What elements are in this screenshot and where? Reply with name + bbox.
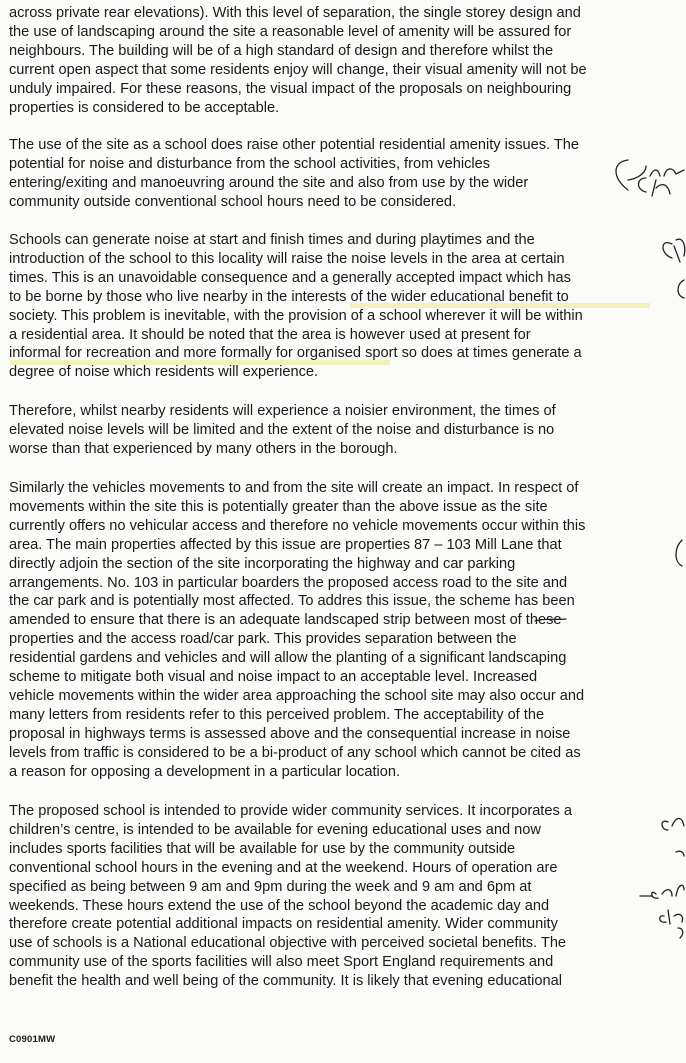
text-line: proposal in highways terms is assessed above and the consequential increase in noise — [9, 725, 571, 742]
text-line: community use of the sports facilities will also meet Sport England requirements and — [9, 954, 554, 971]
text-line: properties is considered to be acceptable. — [9, 99, 280, 116]
text-line: Schools can generate noise at start and finish times and during playtimes and the — [9, 232, 535, 248]
text-line: use of schools is a National educational objective with perceived societal benefits. The — [9, 935, 567, 952]
text-line: degree of noise which residents will experience. — [9, 364, 319, 381]
handwritten-scribble — [676, 851, 684, 856]
text-line: children’s centre, is intended to be available for evening educational uses and now — [9, 821, 541, 838]
handwritten-scribble — [678, 928, 683, 938]
text-line: properties and the access road/car park. This provides separation between the — [9, 631, 517, 648]
text-line: informal for recreation and more formally for organised sport so does at times generate a — [9, 345, 582, 362]
text-line: introduction of the school to this locality will raise the noise levels in the area at certain — [9, 250, 565, 267]
document-code: C0901MW — [9, 1034, 56, 1045]
text-line: movements within the site this is potentially greater than the above issue as the site — [9, 498, 548, 515]
text-line: amended to ensure that there is an adequate landscaped strip between most of these — [9, 612, 562, 629]
text-line: potential for noise and disturbance from the school activities, from vehicles — [9, 155, 491, 172]
text-line: a residential area. It should be noted that the area is however used at present for — [9, 326, 531, 343]
text-line: Therefore, whilst nearby residents will experience a noisier environment, the times of — [9, 403, 556, 419]
text-line: unduly impaired. For these reasons, the visual impact of the proposals on neighbouring — [9, 80, 572, 97]
text-line: a reason for opposing a development in a particular location. — [9, 763, 401, 780]
text-line: includes sports facilities that will be available for use by the community outside — [9, 840, 516, 857]
text-line: community outside conventional school hours need to be considered. — [9, 193, 457, 210]
text-line: elevated noise levels will be limited and the extent of the noise and disturbance is no — [9, 421, 555, 438]
text-line: times. This is an unavoidable consequence and a generally accepted impact which has — [9, 269, 571, 286]
text-line: to be borne by those who live nearby in the interests of the wider educational benefit to — [9, 288, 569, 305]
paragraph — [9, 479, 669, 782]
text-line: residential gardens and vehicles and will allow the planting of a significant landscaping — [9, 650, 567, 667]
text-line: vehicle movements within the wider area approaching the school site may also occur and — [9, 687, 585, 704]
text-line: society. This problem is inevitable, with the provision of a school wherever it will be within — [9, 307, 583, 324]
text-line: levels from traffic is considered to be a bi-product of any school which cannot be cited as — [9, 744, 581, 761]
text-line: Similarly the vehicles movements to and from the site will create an impact. In respect of — [9, 480, 579, 496]
text-line: worse than that experienced by many others in the borough. — [9, 440, 398, 457]
text-line: The use of the site as a school does raise other potential residential amenity issues. The — [9, 137, 580, 153]
paragraph — [9, 402, 669, 459]
text-line: area. The main properties affected by this issue are properties 87 – 103 Mill Lane that — [9, 536, 562, 553]
text-line: many letters from residents refer to this perceived problem. The acceptability of the — [9, 706, 545, 723]
text-line: neighbours. The building will be of a high standard of design and therefore whilst the — [9, 42, 554, 59]
text-line: scheme to mitigate both visual and noise impact to an acceptable level. Increased — [9, 669, 538, 686]
text-line: the car park and is potentially most affected. To addres this issue, the scheme has been — [9, 593, 575, 610]
paragraph — [9, 4, 669, 117]
text-line: benefit the health and well being of the community. It is likely that evening educational — [9, 973, 563, 990]
handwritten-scribble — [676, 540, 682, 566]
text-line: specified as being between 9 am and 9pm during the week and 9 am and 6pm at — [9, 878, 532, 895]
text-line: across private rear elevations). With this level of separation, the single storey design and — [9, 5, 581, 21]
text-line: therefore create potential additional impacts on residential amenity. Wider community — [9, 916, 558, 933]
text-line: current open aspect that some residents enjoy will change, their visual amenity will not be — [9, 61, 587, 78]
paragraph — [9, 136, 669, 212]
handwritten-scribble — [678, 280, 684, 298]
text-line: entering/exiting and manoeuvring around the site and also from use by the wider — [9, 174, 529, 191]
text-line: arrangements. No. 103 in particular boarders the proposed access road to the site and — [9, 574, 568, 591]
text-line: The proposed school is intended to provide wider community services. It incorporates a — [9, 803, 572, 819]
paragraph — [9, 231, 669, 382]
paragraph — [9, 802, 669, 991]
text-line: directly adjoin the section of the site incorporating the highway and car parking — [9, 555, 516, 572]
text-line: weekends. These hours extend the use of the school beyond the academic day and — [9, 897, 550, 914]
text-line: currently offers no vehicular access and therefore no vehicle movements occur within this — [9, 517, 586, 534]
text-line: the use of landscaping around the site a reasonable level of amenity will be assured for — [9, 23, 572, 40]
text-line: conventional school hours in the evening and at the weekend. Hours of operation are — [9, 859, 558, 876]
